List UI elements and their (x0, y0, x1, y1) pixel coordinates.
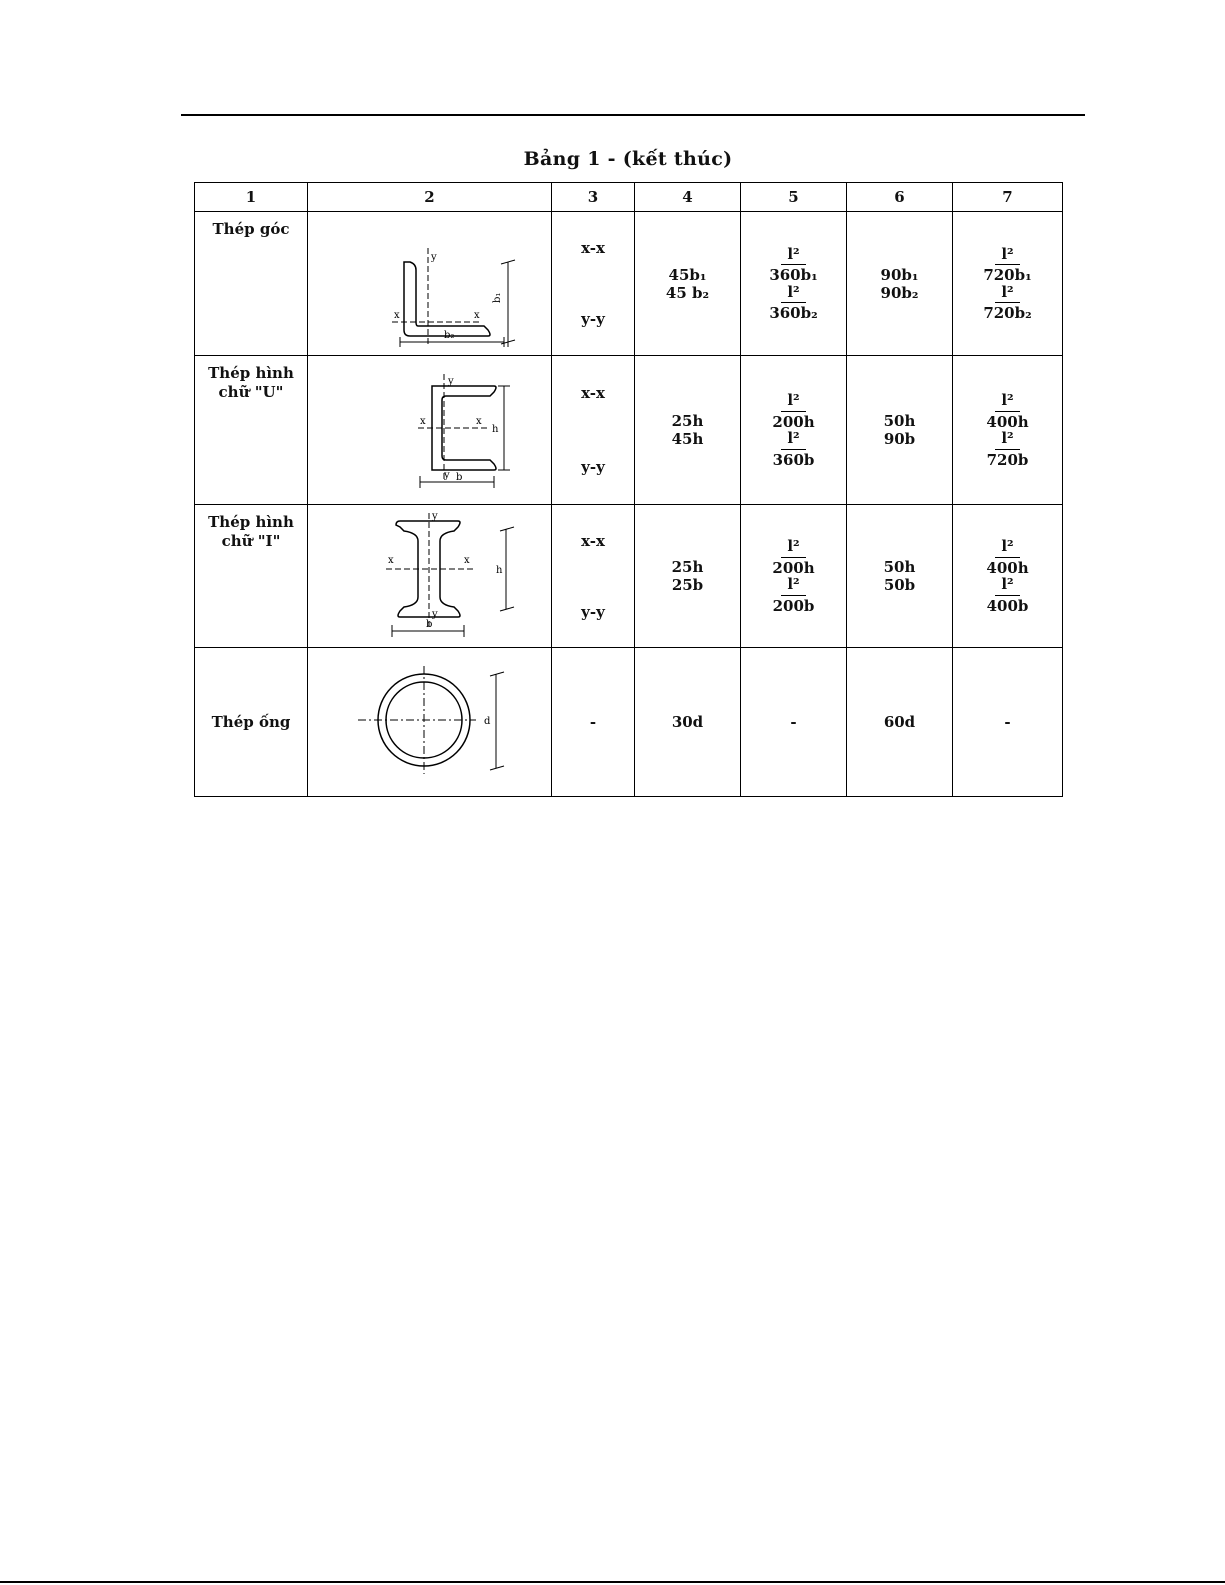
fig-label: x (474, 310, 480, 321)
fig-label: d (484, 716, 491, 727)
fraction: $\frac{\text{l²}}{400h}$ (986, 391, 1029, 431)
table-row (195, 648, 1063, 797)
section-name: Thép hình chữ "U" (195, 356, 308, 505)
fraction: $\frac{\text{l²}}{400h}$ (986, 537, 1029, 577)
section-name: Thép hình chữ "I" (195, 505, 308, 648)
fig-label: y (448, 376, 454, 387)
col-header: 6 (847, 183, 953, 212)
fig-label: b (426, 619, 433, 630)
fraction: $\frac{\text{l²}}{\text{360b₁}}$ (769, 244, 818, 284)
value-cell: 30d (635, 648, 741, 797)
fig-label: x (476, 416, 482, 427)
fraction: $\frac{\text{l²}}{200h}$ (772, 537, 815, 577)
value-cell (741, 212, 847, 356)
slenderness-table (194, 182, 1063, 797)
section-figure (308, 356, 552, 505)
fig-label: b₁ (492, 292, 503, 303)
header-rule (181, 114, 1085, 116)
fraction: $\frac{\text{l²}}{200h}$ (772, 391, 815, 431)
value-cell: - (953, 648, 1063, 797)
value-cell: 90b₁ 90b₂ (847, 212, 953, 356)
fig-label: x (394, 310, 400, 321)
fraction: $\frac{\text{l²}}{\text{360b₂}}$ (769, 282, 818, 322)
value-cell: 25h 45h (635, 356, 741, 505)
fig-label: b₂ (444, 330, 455, 341)
col-header: 7 (953, 183, 1063, 212)
value-cell: 50h 50b (847, 505, 953, 648)
axis-cell: x-x y-y (552, 505, 635, 648)
value-cell: 45b₁ 45 b₂ (635, 212, 741, 356)
fig-label: x (388, 555, 394, 566)
fraction: $\frac{\text{l²}}{200b}$ (772, 575, 815, 615)
table-row (195, 505, 1063, 648)
fraction: $\frac{\text{l²}}{\text{720b₁}}$ (983, 244, 1032, 284)
fig-label: y (432, 609, 438, 620)
value-cell (953, 505, 1063, 648)
col-header: 4 (635, 183, 741, 212)
i-beam-section-icon (308, 505, 552, 643)
footer-rule (0, 1581, 1225, 1583)
fraction: $\frac{\text{l²}}{720b}$ (986, 429, 1029, 469)
header-row (195, 183, 1063, 212)
table-row (195, 356, 1063, 505)
value-cell: 50h 90b (847, 356, 953, 505)
steel-pipe-section-icon (308, 648, 552, 792)
section-name: Thép góc (195, 212, 308, 356)
fig-label: x (464, 555, 470, 566)
value-cell: 60d (847, 648, 953, 797)
col-header: 5 (741, 183, 847, 212)
axis-cell: x-x y-y (552, 356, 635, 505)
fig-label: y (431, 252, 437, 263)
section-figure (308, 505, 552, 648)
angle-steel-section-icon (308, 212, 552, 351)
value-cell: 25h 25b (635, 505, 741, 648)
fig-label: b (456, 472, 463, 483)
fraction: $\frac{\text{l²}}{400b}$ (986, 575, 1029, 615)
table-title: Bảng 1 - (kết thúc) (523, 148, 733, 170)
axis-cell: x-x y-y (552, 212, 635, 356)
value-cell (953, 212, 1063, 356)
value-cell: - (552, 648, 635, 797)
fig-label: y (444, 470, 450, 481)
value-cell (741, 356, 847, 505)
fig-label: h (492, 424, 499, 435)
value-cell: - (741, 648, 847, 797)
col-header: 3 (552, 183, 635, 212)
value-cell (741, 505, 847, 648)
fraction: $\frac{\text{l²}}{\text{720b₂}}$ (983, 282, 1032, 322)
channel-steel-section-icon (308, 356, 552, 500)
section-name: Thép ống (195, 648, 308, 797)
section-figure (308, 212, 552, 356)
table-row (195, 212, 1063, 356)
fig-label: x (420, 416, 426, 427)
fraction: $\frac{\text{l²}}{360b}$ (772, 429, 815, 469)
fig-label: h (496, 565, 503, 576)
value-cell (953, 356, 1063, 505)
col-header: 2 (308, 183, 552, 212)
col-header: 1 (195, 183, 308, 212)
section-figure (308, 648, 552, 797)
fig-label: y (432, 511, 438, 522)
